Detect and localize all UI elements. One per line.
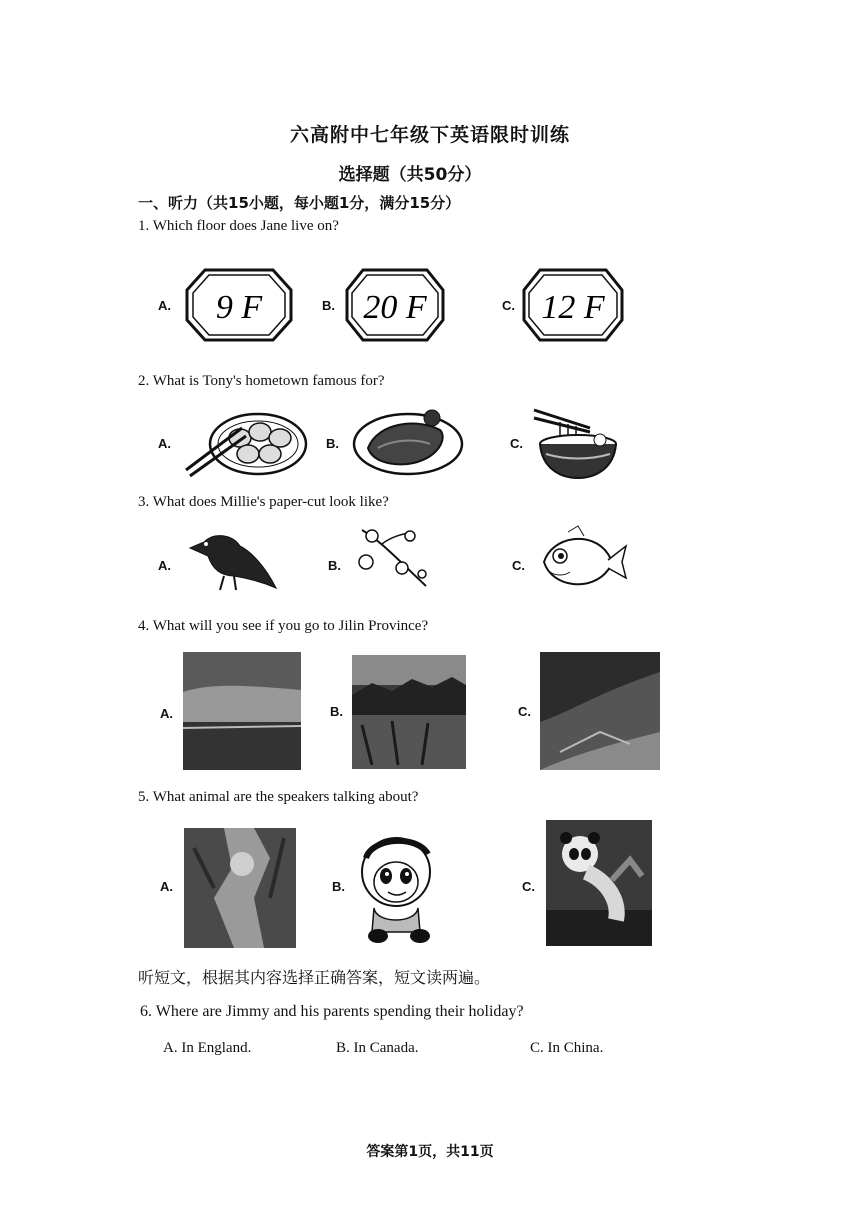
fish-icon xyxy=(538,524,630,596)
noodles-bowl-icon xyxy=(530,402,620,482)
option-6b: B. In Canada. xyxy=(336,1040,419,1056)
roast-duck-icon xyxy=(348,404,466,478)
snowy-mountain-photo-icon xyxy=(540,652,660,770)
floor-value: 12 F xyxy=(541,289,605,326)
page-title: 六高附中七年级下英语限时训练 xyxy=(289,124,570,146)
question-3: 3. What does Millie's paper-cut look like? xyxy=(138,494,389,510)
question-6: 6. Where are Jimmy and his parents spending their holiday? xyxy=(140,1003,524,1020)
listening-instruction: 听短文，根据其内容选择正确答案，短文读两遍。 xyxy=(138,968,491,987)
bird-icon xyxy=(184,528,280,594)
golden-monkey-photo-icon xyxy=(184,828,296,948)
option-label: B. xyxy=(328,558,341,573)
floor-value: 9 F xyxy=(215,289,263,326)
option-label: A. xyxy=(158,558,171,573)
option-label: A. xyxy=(160,879,173,894)
page-footer: 答案第1页，共11页 xyxy=(366,1144,494,1160)
page-subtitle: 选择题（共50分） xyxy=(338,165,482,185)
option-label: C. xyxy=(510,436,523,451)
option-6c: C. In China. xyxy=(530,1040,604,1056)
question-5: 5. What animal are the speakers talking about? xyxy=(138,789,419,805)
cartoon-monkey-icon xyxy=(356,828,442,948)
option-label: C. xyxy=(518,704,531,719)
question-4: 4. What will you see if you go to Jilin Province? xyxy=(138,618,429,634)
panda-photo-icon xyxy=(546,820,652,946)
floor-sign-icon xyxy=(343,266,447,344)
option-label: B. xyxy=(330,704,343,719)
option-label: A. xyxy=(158,436,171,451)
floor-sign-icon xyxy=(520,266,626,344)
question-1: 1. Which floor does Jane live on? xyxy=(138,218,339,234)
option-label: B. xyxy=(332,879,345,894)
question-2: 2. What is Tony's hometown famous for? xyxy=(138,373,385,389)
option-label: A. xyxy=(160,706,173,721)
option-label: B. xyxy=(322,298,335,313)
option-label: A. xyxy=(158,298,171,313)
lake-photo-icon xyxy=(183,652,301,770)
option-label: C. xyxy=(502,298,515,313)
flower-branch-icon xyxy=(352,522,434,592)
floor-sign-icon xyxy=(183,266,295,344)
floor-value: 20 F xyxy=(363,289,427,326)
option-label: C. xyxy=(512,558,525,573)
option-label: C. xyxy=(522,879,535,894)
option-6a: A. In England. xyxy=(163,1040,252,1056)
section-heading: 一、听力（共15小题，每小题1分，满分15分） xyxy=(138,194,461,212)
forest-photo-icon xyxy=(352,655,466,769)
option-label: B. xyxy=(326,436,339,451)
dumplings-icon xyxy=(182,404,310,478)
